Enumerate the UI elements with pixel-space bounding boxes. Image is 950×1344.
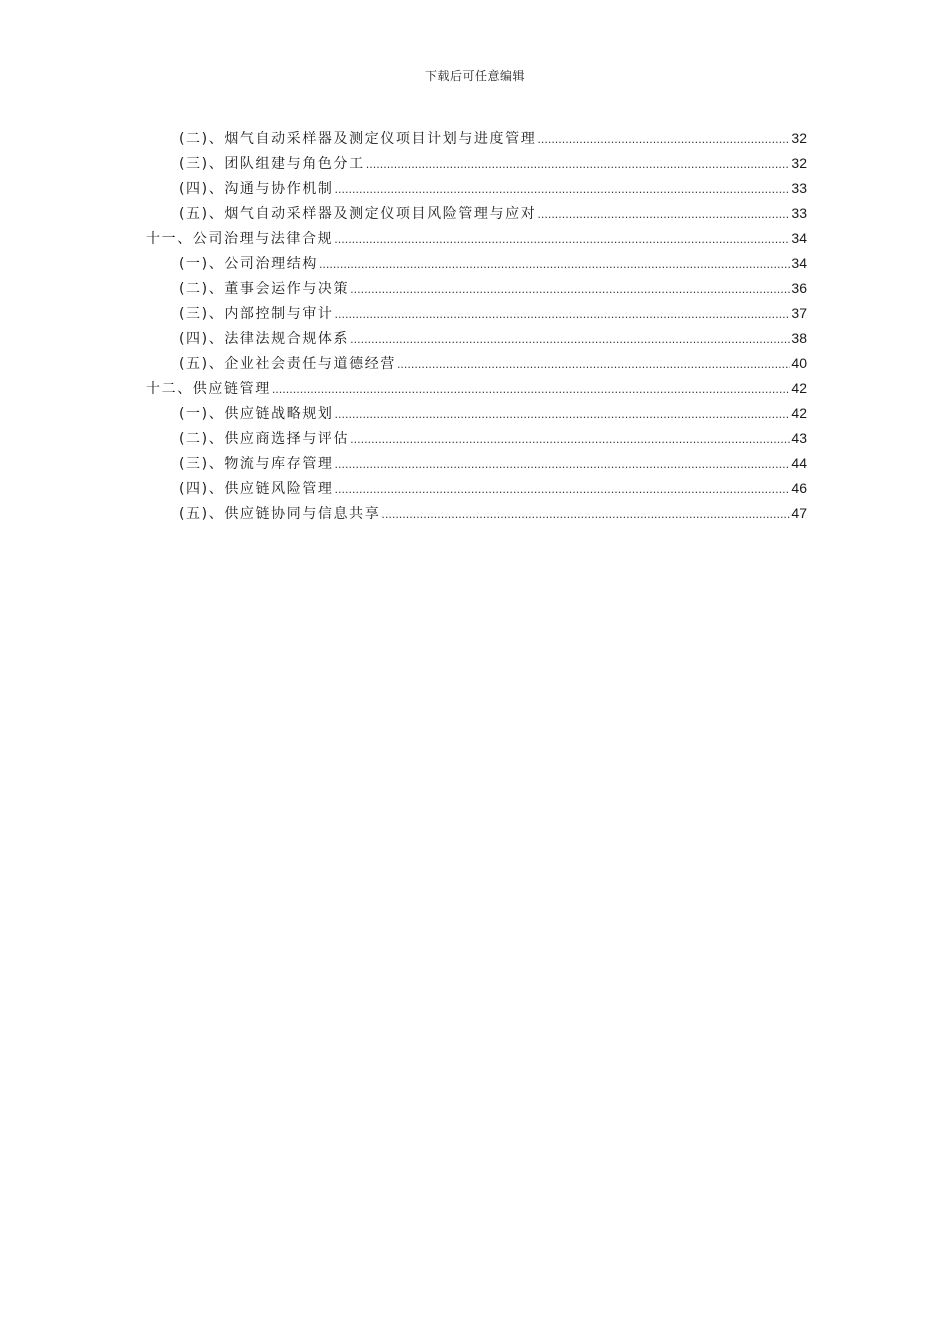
toc-dot-leader (319, 252, 790, 277)
toc-entry[interactable] (146, 401, 807, 426)
toc-entry[interactable] (146, 501, 807, 526)
toc-entry[interactable] (146, 201, 807, 226)
toc-dot-leader (366, 152, 791, 177)
toc-dot-leader (350, 427, 790, 452)
toc-entry[interactable] (146, 176, 807, 201)
toc-entry-title: (五)、供应链协同与信息共享 (179, 506, 381, 522)
toc-entry-title: 十一、公司治理与法律合规 (146, 231, 334, 247)
toc-entry-page: 44 (791, 455, 807, 471)
toc-entry[interactable] (146, 426, 807, 451)
toc-entry-page: 38 (791, 330, 807, 346)
toc-entry-title: (二)、供应商选择与评估 (179, 431, 350, 447)
toc-entry-page: 47 (791, 505, 807, 521)
toc-entry-title: (三)、团队组建与角色分工 (179, 156, 365, 172)
toc-dot-leader (350, 327, 790, 352)
toc-dot-leader (335, 177, 791, 202)
table-of-contents (146, 126, 807, 526)
toc-entry[interactable] (146, 351, 807, 376)
toc-entry-title: (一)、供应链战略规划 (179, 406, 334, 422)
toc-entry[interactable] (146, 476, 807, 501)
toc-dot-leader (381, 502, 790, 527)
page-header: 下载后可任意编辑 (424, 69, 525, 83)
toc-dot-leader (335, 477, 791, 502)
toc-entry[interactable] (146, 151, 807, 176)
toc-entry-title: (四)、法律法规合规体系 (179, 331, 350, 347)
toc-entry-title: (四)、沟通与协作机制 (179, 181, 334, 197)
toc-entry-page: 37 (791, 305, 807, 321)
toc-entry-page: 42 (791, 405, 807, 421)
toc-dot-leader (335, 302, 791, 327)
toc-entry-page: 43 (791, 430, 807, 446)
toc-entry-page: 36 (791, 280, 807, 296)
toc-entry-page: 46 (791, 480, 807, 496)
toc-entry-title: (五)、烟气自动采样器及测定仪项目风险管理与应对 (179, 206, 537, 222)
toc-dot-leader (537, 202, 790, 227)
toc-entry-page: 34 (791, 230, 807, 246)
toc-chapter-entry[interactable] (146, 376, 807, 401)
toc-entry-page: 33 (791, 205, 807, 221)
toc-entry-title: (四)、供应链风险管理 (179, 481, 334, 497)
toc-entry-page: 32 (791, 130, 807, 146)
toc-entry-page: 34 (791, 255, 807, 271)
toc-entry-title: (二)、董事会运作与决策 (179, 281, 350, 297)
toc-entry[interactable] (146, 451, 807, 476)
toc-entry-title: 十二、供应链管理 (146, 381, 271, 397)
toc-entry-page: 33 (791, 180, 807, 196)
toc-entry[interactable] (146, 326, 807, 351)
toc-entry-page: 40 (791, 355, 807, 371)
toc-dot-leader (335, 452, 791, 477)
toc-chapter-entry[interactable] (146, 226, 807, 251)
toc-entry[interactable] (146, 301, 807, 326)
toc-dot-leader (272, 377, 791, 402)
toc-entry[interactable] (146, 276, 807, 301)
toc-entry-title: (三)、物流与库存管理 (179, 456, 334, 472)
toc-entry-title: (三)、内部控制与审计 (179, 306, 334, 322)
toc-dot-leader (335, 402, 791, 427)
toc-entry-page: 42 (791, 380, 807, 396)
toc-dot-leader (397, 352, 790, 377)
toc-entry-page: 32 (791, 155, 807, 171)
toc-entry-title: (五)、企业社会责任与道德经营 (179, 356, 396, 372)
toc-entry[interactable] (146, 126, 807, 151)
toc-dot-leader (350, 277, 790, 302)
toc-entry[interactable] (146, 251, 807, 276)
toc-entry-title: (二)、烟气自动采样器及测定仪项目计划与进度管理 (179, 131, 537, 147)
toc-entry-title: (一)、公司治理结构 (179, 256, 318, 272)
toc-dot-leader (537, 127, 790, 152)
toc-dot-leader (334, 227, 790, 252)
